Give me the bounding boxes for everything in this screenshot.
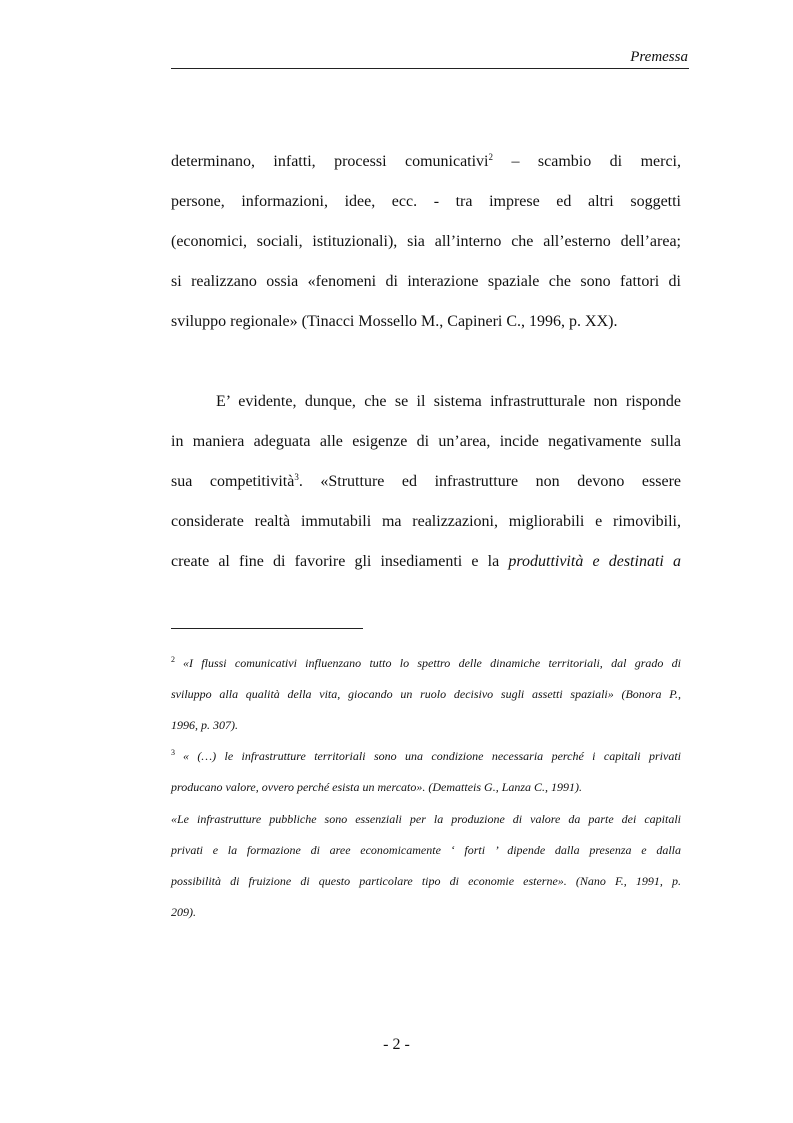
footnote-line: producano valore, ovvero perché esista un mercato». (Dematteis G., Lanza C., 1991). [171,780,583,794]
text-line: considerate realtà immutabili ma realizzazioni, migliorabili e rimovibili, [171,513,681,530]
page-number: - 2 - [383,1036,410,1053]
text-line: persone, informazioni, idee, ecc. - tra imprese ed altri soggetti [171,193,681,210]
text-line: E’ evidente, dunque, che se il sistema infrastrutturale non risponde [216,393,681,410]
footnote-line: 209). [171,905,196,919]
text-line: in maniera adeguata alle esigenze di un’area, incide negativamente sulla [171,433,681,450]
footnote-line: privati e la formazione di aree economicamente ‘ forti ’ dipende dalla presenza e dalla [171,843,681,857]
footnote-separator [171,628,363,629]
footnote-ref-3[interactable]: 3 [294,472,299,482]
paragraph-2 [171,382,681,582]
running-header [171,48,689,69]
footnote-line: 1996, p. 307). [171,718,238,732]
italic-phrase: produttività e destinati a [508,553,681,570]
text-line: sviluppo regionale» (Tinacci Mossello M., Capineri C., 1996, p. XX). [171,313,618,330]
text-line: determinano, infatti, processi comunicativi$^2$ – scambio di merci, [171,152,681,170]
text-line: (economici, sociali, istituzionali), sia all’interno che all’esterno dell’area; [171,233,681,250]
footnote-marker: 2 [171,655,175,664]
footnote-3-continued [171,804,681,928]
footnote-line: sviluppo alla qualità della vita, giocando un ruolo decisivo sugli assetti spaziali» (Bonora P., [171,687,681,701]
footnote-ref-2[interactable]: 2 [488,152,493,162]
footnote-2 [171,648,681,741]
footnote-line: $^3$ « (…) le infrastrutture territoriali sono una condizione necessaria perché i capitali privati [171,748,681,763]
footnote-line: possibilità di fruizione di questo particolare tipo di economie esterne». (Nano F., 1991, p. [171,874,681,888]
text-line: sua competitività$^3$. «Strutture ed infrastrutture non devono essere [171,472,681,490]
footnote-line: «Le infrastrutture pubbliche sono essenziali per la produzione di valore da parte dei capitali [171,812,681,826]
header-title: Premessa [630,49,688,65]
footnote-3 [171,741,681,803]
text-line: si realizzano ossia «fenomeni di interazione spaziale che sono fattori di [171,273,681,290]
text-line: create al fine di favorire gli insediamenti e la produttività e destinati a [171,553,681,570]
footnote-marker: 3 [171,748,175,757]
footnote-line: $^2$ «I flussi comunicativi influenzano tutto lo spettro delle dinamiche territoriali, dal grado di [171,655,681,670]
paragraph-1 [171,142,681,342]
